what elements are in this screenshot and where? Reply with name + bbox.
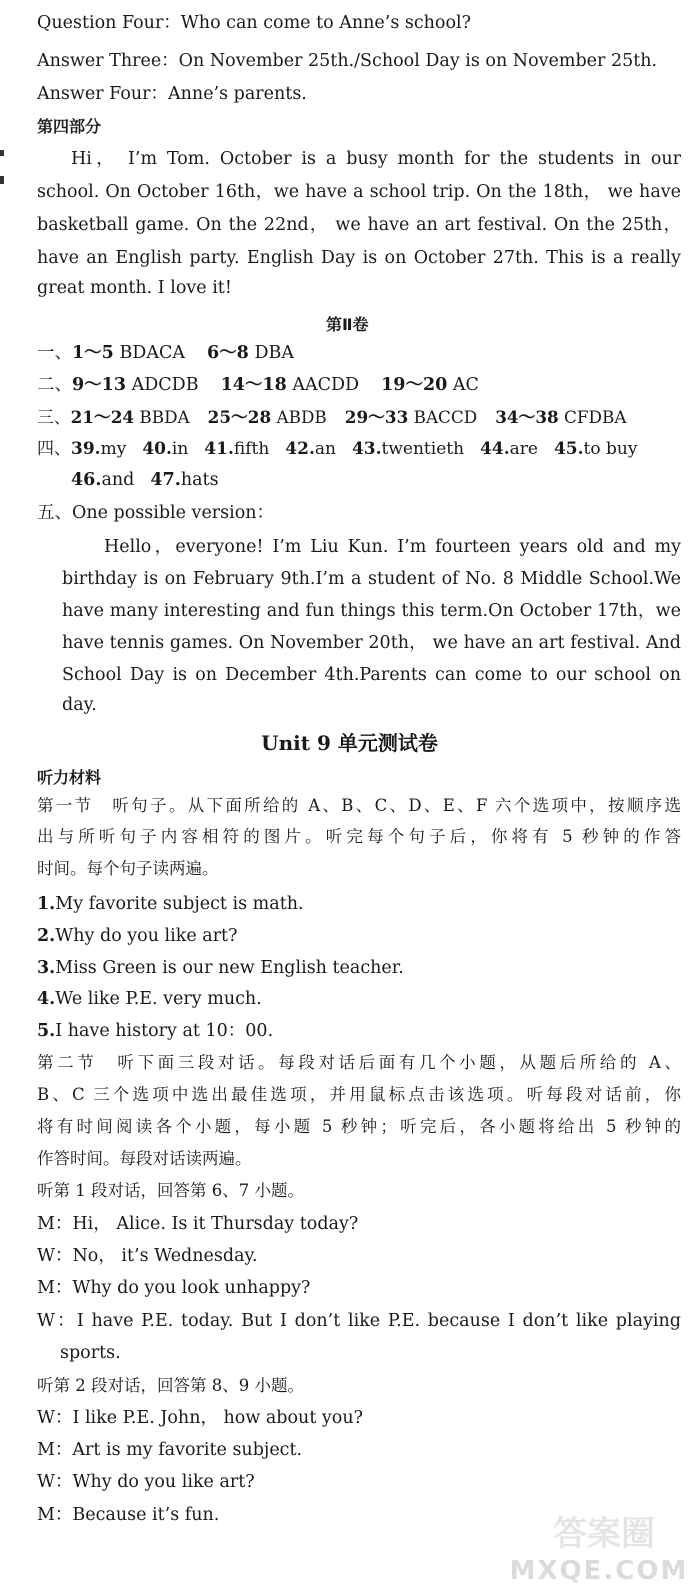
question-number: 40. <box>142 439 172 459</box>
answer-three: Answer Three：On November 25th./School Day is on November 25th. <box>37 51 658 71</box>
dialog-line: M：Why do you look unhappy? <box>37 1278 311 1298</box>
answer-value: twentieth <box>381 439 465 459</box>
question-number: 44. <box>480 439 510 459</box>
question-range: 6～8 <box>207 343 249 363</box>
answer-value: BACCD <box>413 407 478 427</box>
section-five-header: 五、One possible version： <box>37 503 275 523</box>
sentence-text: We like P.E. very much. <box>55 989 262 1009</box>
section-prefix: 一、 <box>37 343 72 363</box>
section-prefix: 四、 <box>37 439 71 459</box>
question-range: 19～20 <box>381 375 448 395</box>
question-number: 41. <box>204 439 234 459</box>
essay-line: birthday is on February 9th.I’m a student of No. 8 Middle School.We <box>62 569 681 589</box>
section-one-line: 时间。每个句子读两遍。 <box>37 859 219 878</box>
answer-value: CFDBA <box>564 407 627 427</box>
dialog-line: W：I have P.E. today. But I don’t like P.E. because I don’t like playing <box>37 1311 681 1331</box>
question-range: 34～38 <box>495 407 559 427</box>
sentence-text: My favorite subject is math. <box>55 894 304 914</box>
sentence-item <box>37 893 304 915</box>
answer-line-4 <box>37 438 637 460</box>
essay-line: Hello，everyone! I’m Liu Kun. I’m fourteen years old and my <box>104 537 681 557</box>
sentence-text: I have history at 10：00. <box>55 1021 274 1041</box>
section-one-line: 出与所听句子内容相符的图片。听完每个句子后，你将有 5 秒钟的作答 <box>37 827 681 846</box>
answer-four: Answer Four：Anne’s parents. <box>37 84 307 104</box>
question-range: 14～18 <box>220 375 287 395</box>
answer-line-4-continued <box>71 469 219 491</box>
sentence-item <box>37 957 404 979</box>
paragraph-line: have an English party. English Day is on October 27th. This is a really <box>37 248 681 268</box>
dialog-line: M：Because it’s fun. <box>37 1505 220 1525</box>
part-four-heading: 第四部分 <box>37 117 102 136</box>
question-number: 43. <box>351 439 382 459</box>
question-four: Question Four：Who can come to Anne’s school? <box>37 13 471 33</box>
dialog-one-header: 听第 1 段对话，回答第 6、7 小题。 <box>37 1181 304 1200</box>
sentence-item <box>37 925 237 947</box>
sentence-number: 5. <box>37 1021 56 1041</box>
sentence-number: 1. <box>37 894 56 914</box>
question-number: 45. <box>553 439 584 459</box>
answer-value: an <box>314 439 336 459</box>
answer-value: AC <box>452 375 479 395</box>
sentence-number: 4. <box>37 989 56 1009</box>
question-range: 29～33 <box>344 407 409 427</box>
sentence-text: Miss Green is our new English teacher. <box>55 958 404 978</box>
sentence-number: 2. <box>37 926 56 946</box>
question-range: 21～24 <box>70 407 135 427</box>
watermark <box>509 1506 689 1586</box>
question-number: 42. <box>285 439 315 459</box>
answer-value: BBDA <box>139 407 190 427</box>
answer-value: in <box>171 439 189 459</box>
answer-value: BDACA <box>119 343 185 363</box>
essay-line: have tennis games. On November 20th， we have an art festival. And <box>62 633 681 653</box>
paragraph-line: Hi， I’m Tom. October is a busy month for the students in our <box>71 149 681 169</box>
section-one-line: 第一节 听句子。从下面所给的 A、B、C、D、E、F 六个选项中，按顺序选 <box>37 796 681 815</box>
sentence-text: Why do you like art? <box>55 926 238 946</box>
section-prefix: 二、 <box>37 375 72 395</box>
answer-line-2 <box>37 374 479 396</box>
section-prefix: 三、 <box>37 407 71 427</box>
question-number: 39. <box>71 439 101 459</box>
dialog-line: W：No， it’s Wednesday. <box>37 1246 258 1266</box>
sentence-item <box>37 1020 273 1042</box>
unit-title: Unit 9 单元测试卷 <box>261 731 438 755</box>
margin-mark <box>0 176 4 184</box>
listening-header: 听力材料 <box>37 768 102 787</box>
paragraph-line: great month. I love it! <box>37 278 232 298</box>
dialog-line: M：Hi， Alice. Is it Thursday today? <box>37 1214 359 1234</box>
question-range: 25～28 <box>207 407 272 427</box>
question-number: 47. <box>150 470 181 490</box>
answer-value: ADCDB <box>131 375 199 395</box>
answer-value: ABDB <box>276 407 327 427</box>
question-range: 9～13 <box>72 375 127 395</box>
question-number: 46. <box>71 470 102 490</box>
essay-line: day. <box>62 695 97 715</box>
question-range: 1～5 <box>72 343 114 363</box>
dialog-two-header: 听第 2 段对话，回答第 8、9 小题。 <box>37 1376 304 1395</box>
watermark-logo: 答案圈 <box>553 1514 655 1554</box>
answer-value: fifth <box>233 439 270 459</box>
paragraph-line: school. On October 16th，we have a school trip. On the 18th， we have <box>37 182 681 202</box>
margin-mark <box>0 150 4 156</box>
answer-value: hats <box>180 470 219 490</box>
sentence-number: 3. <box>37 958 56 978</box>
dialog-line: W：Why do you like art? <box>37 1472 255 1492</box>
answer-value: AACDD <box>292 375 360 395</box>
dialog-line: M：Art is my favorite subject. <box>37 1440 303 1460</box>
answer-value: my <box>100 439 127 459</box>
answer-value: are <box>509 439 538 459</box>
answer-value: DBA <box>254 343 294 363</box>
section-two-line: B、C 三个选项中选出最佳选项，并用鼠标点击该选项。听每段对话前，你 <box>37 1085 681 1104</box>
dialog-line: W：I like P.E. John， how about you? <box>37 1408 363 1428</box>
paragraph-line: basketball game. On the 22nd， we have an art festival. On the 25th， <box>37 215 681 235</box>
volume-two-heading: 第Ⅱ卷 <box>326 315 369 334</box>
watermark-text: MXQE.COM <box>509 1556 689 1586</box>
dialog-line: sports. <box>60 1343 121 1363</box>
answer-line-1 <box>37 342 294 364</box>
section-two-line: 作答时间。每段对话读两遍。 <box>37 1149 252 1168</box>
answer-value: and <box>101 470 135 490</box>
section-two-line: 第二节 听下面三段对话。每段对话后面有几个小题，从题后所给的 A、 <box>37 1053 681 1072</box>
section-two-line: 将有时间阅读各个小题，每小题 5 秒钟；听完后，各小题将给出 5 秒钟的 <box>37 1117 681 1136</box>
answer-value: to buy <box>583 439 638 459</box>
sentence-item <box>37 988 262 1010</box>
essay-line: have many interesting and fun things this term.On October 17th，we <box>62 601 681 621</box>
essay-line: School Day is on December 4th.Parents can come to our school on <box>62 665 681 685</box>
answer-line-3 <box>37 406 626 428</box>
